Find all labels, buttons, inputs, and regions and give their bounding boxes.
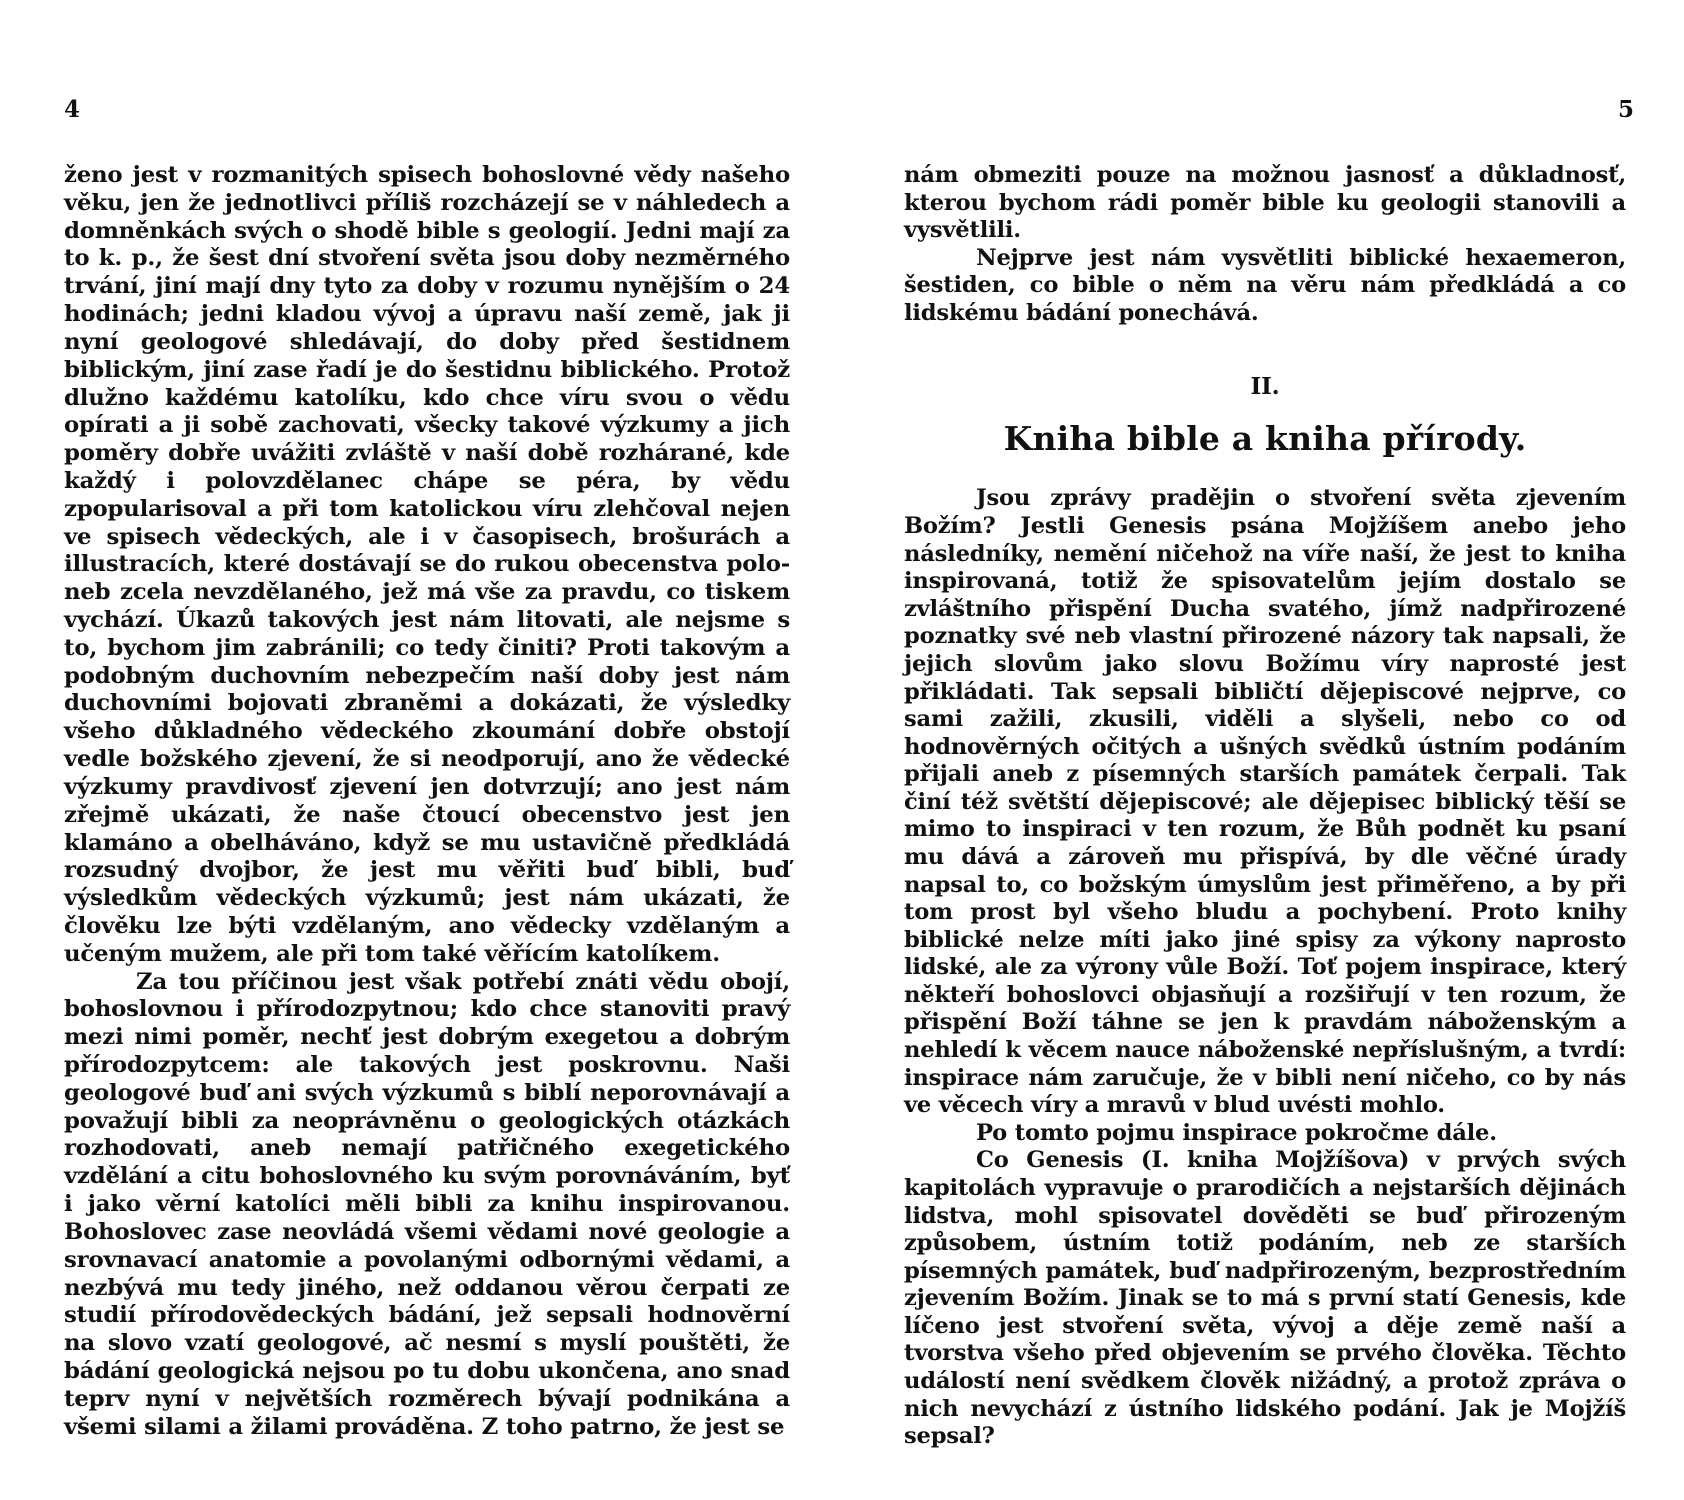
body-paragraph: Za tou příčinou jest však potřebí znáti vědu obojí, bohoslovnou i přírodozpytnou; kdo chce stanoviti pravý mezi nimi poměr, nechť jest dobrým exegetou a dobrým přírodozpytcem: ale takových jest poskrovnu. Naši geologové buď ani svých výzkumů s biblí neporovnávají a považují bibli za neoprávněnu o geologických otázkách rozhodovati, aneb nemají patřičného exegetického vzdělání a citu bohoslovného ku svým porovnáváním, byť i jako věrní katolíci měli bibli za knihu inspirovanou. Bohoslovec zase neovládá všemi vědami nové geologie a srovnavací anatomie a povolanými odbornými vědami, a nezbývá mu tedy jiného, než oddanou věrou čerpati ze studií přírodovědeckých bádání, jež sepsali hodnověrní na slovo vzatí geologové, ač nesmí s myslí pouštěti, že bádání geologická nejsou po tu dobu ukončena, ano snad teprv nyní v největších rozměrech bývají podnikána a všemi silami a žilami prováděna. Z toho patrno, že jest se bbox=[64, 968, 790, 1440]
page-number-left: 4 bbox=[64, 96, 81, 123]
chapter-title: Kniha bible a kniha přírody. bbox=[1003, 419, 1527, 459]
body-paragraph: Po tomto pojmu inspirace pokročme dále. bbox=[976, 1119, 1497, 1146]
body-paragraph: nám obmeziti pouze na možnou jasnosť a důkladnosť, kterou bychom rádi poměr bible ku geologii stanovili a vysvětlili. bbox=[904, 162, 1626, 244]
right-page-text bbox=[904, 162, 1626, 1451]
body-paragraph: ženo jest v rozmanitých spisech bohoslovné vědy našeho věku, jen že jednotlivci příliš rozcházejí se v náhledech a domněnkách svých o shodě bible s geologií. Jedni mají za to k. p., že šest dní stvoření světa jsou doby nezměrného trvání, jiní mají dny tyto za doby v rozumu nynějším o 24 hodinách; jedni kladou vývoj a úpravu naší země, jak ji nyní geologové shledávají, do doby před šestidnem biblickým, jiní zase řadí je do šestidnu biblického. Protož dlužno každému katolíku, kdo chce víru svou o vědu opírati a ji sobě zachovati, všecky takové výzkumy a jich poměry dobře uvážiti zvláště v naší době rozhárané, kde každý i polovzdělanec chápe se péra, by vědu zpopularisoval a při tom katolickou víru zlehčoval nejen ve spisech vědeckých, ale i v časopisech, brošurách a illustracích, které dostávají se do rukou obecenstva polo- neb zcela nevzdělaného, jež má vše za pravdu, co tiskem vychází. Úkazů takových jest nám litovati, ale nejsme s to, bychom jim zabránili; co tedy činiti? Proti takovým a podobným duchovním nebezpečím naší doby jest nám duchovními bojovati zbraněmi a dokázati, že výsledky všeho důkladného vědeckého zkoumání dobře obstojí vedle božského zjevení, že si neodporují, ano že vědecké výzkumy pravdivosť zjevení jen dotvrzují; ano jest nám zřejmě ukázati, že naše čtoucí obecenstvo jest jen klamáno a obelháváno, když se mu ustavičně předkládá rozsudný dvojbor, že jest mu věřiti buď bibli, buď výsledkům vědeckých výzkumů; jest nám ukázati, že člověku lze býti vzdělaným, ano vědecky vzdělaným a učeným mužem, ale při tom také věřícím katolíkem. bbox=[64, 162, 790, 967]
body-paragraph: Co Genesis (I. kniha Mojžíšova) v prvých svých kapitolách vypravuje o prarodičích a nejstarších dějinách lidstva, mohl spisovatel dověděti se buď přirozeným způsobem, ústním totiž podáním, neb ze starších písemných památek, buď nadpřirozeným, bezprostředním zjevením Božím. Jinak se to má s první statí Genesis, kde líčeno jest stvoření světa, vývoj a děje země naší a tvorstva všeho před objevením se prvého člověka. Těchto událostí není svědkem člověk nižádný, a protož zpráva o nich nevychází z ústního lidského podání. Jak je Mojžíš sepsal? bbox=[904, 1147, 1626, 1450]
body-paragraph: Nejprve jest nám vysvětliti biblické hexaemeron, šestiden, co bible o něm na věru nám předkládá a co lidskému bádání ponechává. bbox=[904, 244, 1626, 326]
chapter-number: II. bbox=[1250, 373, 1280, 401]
body-paragraph: Jsou zprávy pradějin o stvoření světa zjevením Božím? Jestli Genesis psána Mojžíšem anebo jeho následníky, nemění ničehož na víře naší, že jest to kniha inspirovaná, totiž že spisovatelům jejím dostalo se zvláštního přispění Ducha svatého, jímž nadpřirozené poznatky své neb vlastní přirozené názory tak napsali, že jejich slovům jako slovu Božímu víry naprosté jest přikládati. Tak sepsali bibličtí dějepiscové nejprve, co sami zažili, zkusili, viděli a slyšeli, nebo co od hodnověrných očitých a ušných svědků ústním podáním přijali aneb z písemných starších památek čerpali. Tak činí též světští dějepiscové; ale dějepisec biblický těší se mimo to inspiraci v ten rozum, že Bůh podnět ku psaní mu dává a zároveň mu přispívá, by dle věčné úrady napsal to, co božským úmyslům jest přiměřeno, a by při tom prost byl všeho bludu a pochybení. Proto knihy biblické nelze míti jako jiné spisy za výkony naprosto lidské, ale za výrony vůle Boží. Toť pojem inspirace, který někteří bohoslovci objasňují a rozšiřují v ten rozum, že přispění Boží táhne se jen k pravdám náboženským a nehledí k věcem nauce náboženské nepříslušným, a tvrdí: inspirace nám zaručuje, že v bibli není ničeho, co by nás ve věcech víry a mravů v blud uvésti mohlo. bbox=[904, 485, 1626, 1119]
page-number-right: 5 bbox=[1618, 96, 1635, 123]
left-page-text bbox=[64, 162, 790, 1441]
